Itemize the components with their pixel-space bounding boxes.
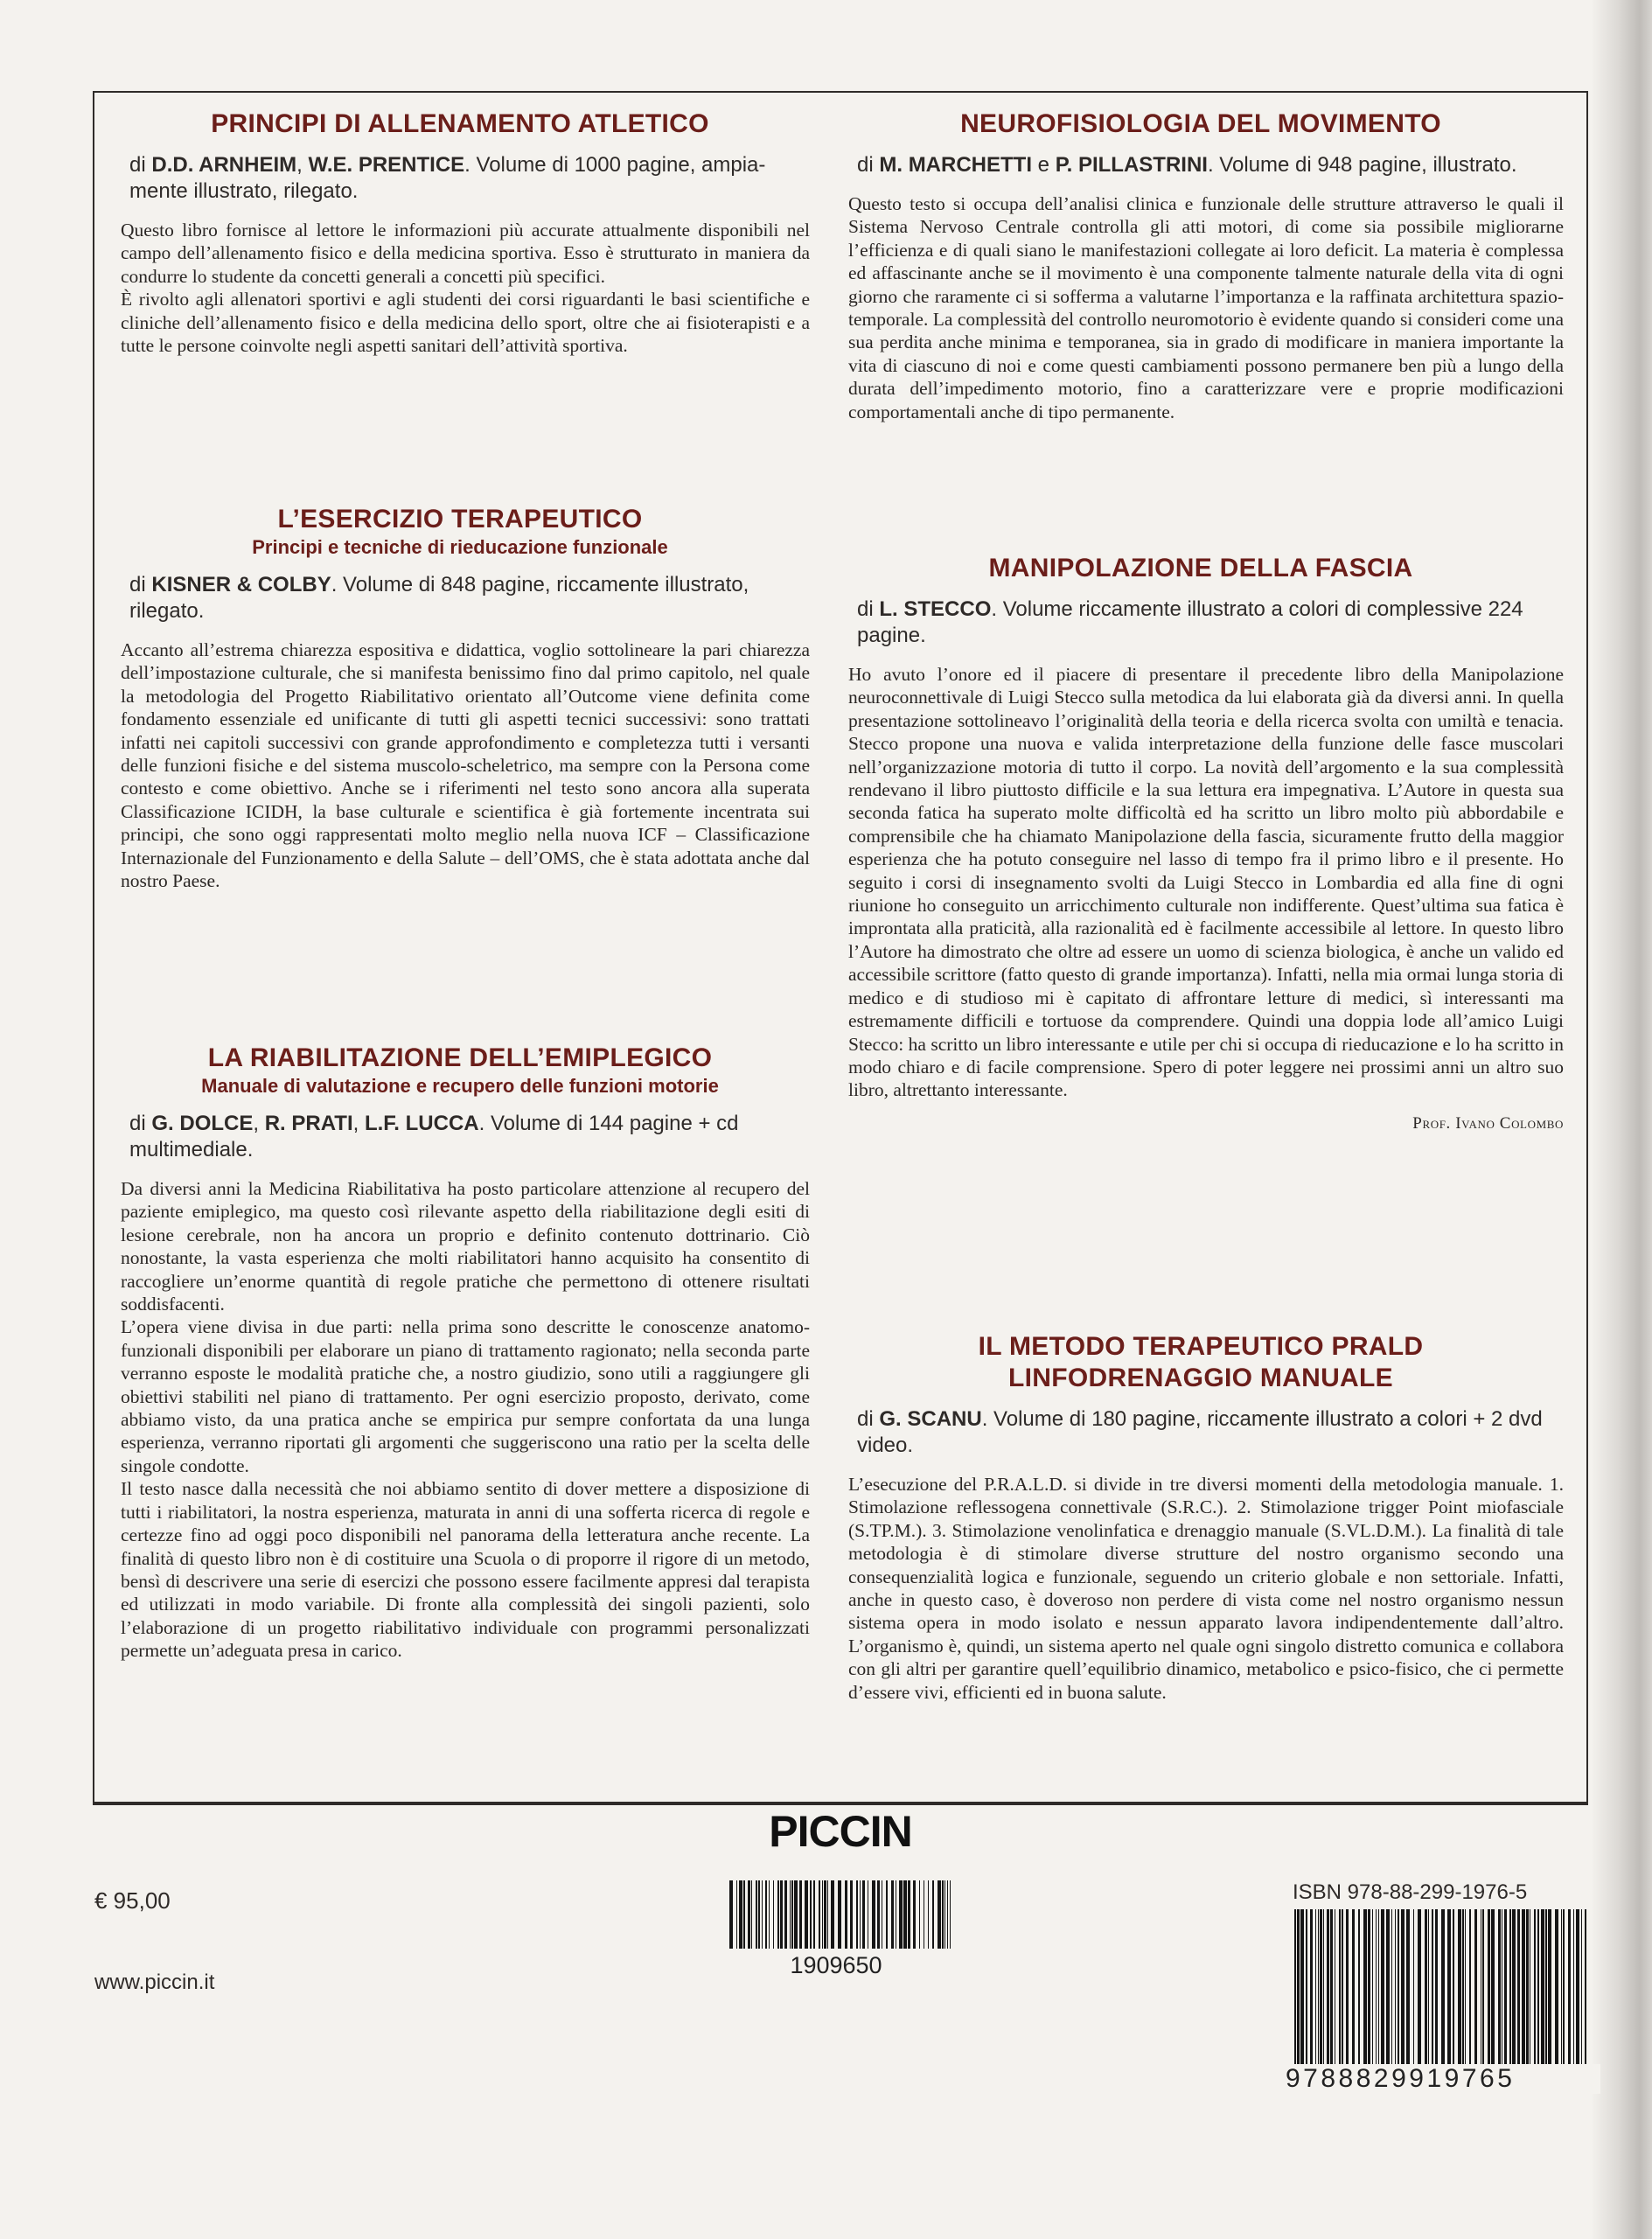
website-link[interactable]: www.piccin.it	[94, 1970, 215, 1994]
barcode-bar	[1297, 1909, 1300, 2077]
barcode-bar	[1401, 1909, 1405, 2077]
barcode-bar	[1526, 1909, 1529, 2077]
barcode-bar	[813, 1880, 815, 1949]
barcode-bar	[819, 1880, 820, 1949]
price: € 95,00	[94, 1887, 171, 1914]
barcode-bar	[1372, 1909, 1373, 2077]
book-entry-emiplegico	[110, 1043, 810, 1663]
barcode-bar	[944, 1880, 945, 1949]
barcode-bar	[1465, 1909, 1466, 2077]
barcode-bar	[1548, 1909, 1551, 2077]
barcode-bar	[1585, 1909, 1586, 2077]
author-name: L.F. LUCCA	[364, 1112, 479, 1135]
book-entry-esercizio	[110, 504, 810, 892]
author-name: KISNER & COLBY	[151, 573, 331, 596]
barcode-bar	[1378, 1909, 1379, 2077]
barcode-bar	[886, 1880, 888, 1949]
barcode-bar	[1398, 1909, 1399, 2077]
author-name: D.D. ARNHEIM	[151, 153, 297, 177]
book-authors: di D.D. ARNHEIM, W.E. PRENTICE. Volume di 1000 pagine, ampia-mente illustrato, rilegato.	[129, 153, 766, 203]
author-name: M. MARCHETTI	[879, 153, 1033, 177]
barcode-bar	[831, 1880, 834, 1949]
barcode-bar	[950, 1880, 951, 1949]
barcode-bar	[822, 1880, 823, 1949]
barcode-bar	[1346, 1909, 1349, 2077]
author-name: L. STECCO	[879, 597, 992, 621]
barcode-bar	[765, 1880, 767, 1949]
barcode-bar	[1432, 1909, 1433, 2077]
isbn-label: ISBN 978-88-299-1976-5	[1293, 1880, 1528, 1904]
barcode-bar	[1339, 1909, 1341, 2077]
barcode-internal-number: 1909650	[790, 1952, 882, 1978]
barcode-bar	[928, 1880, 929, 1949]
barcode-bar	[736, 1880, 737, 1949]
barcode-bar	[862, 1880, 865, 1949]
author-name: G. DOLCE	[151, 1112, 254, 1135]
barcode-bar	[756, 1880, 757, 1949]
barcode-bar	[1522, 1909, 1525, 2077]
barcode-bar	[1318, 1909, 1319, 2077]
book-entry-prald	[838, 1331, 1564, 1704]
barcode-bar	[777, 1880, 779, 1949]
barcode-bar	[845, 1880, 847, 1949]
barcode-bar	[850, 1880, 853, 1949]
barcode-isbn	[1293, 1909, 1590, 2077]
barcode-bar	[784, 1880, 787, 1949]
book-title: NEUROFISIOLOGIA DEL MOVIMENTO	[960, 109, 1441, 138]
barcode-internal	[728, 1880, 955, 1949]
barcode-bar	[903, 1880, 907, 1949]
book-title: L’ESERCIZIO TERAPEUTICO	[277, 505, 643, 534]
barcode-bar	[1441, 1909, 1445, 2077]
barcode-bar	[1435, 1909, 1438, 2077]
book-entry-fascia	[838, 553, 1564, 1133]
barcode-bar	[838, 1880, 841, 1949]
barcode-bar	[1573, 1909, 1574, 2077]
barcode-bar	[1512, 1909, 1516, 2077]
barcode-bar	[1330, 1909, 1333, 2077]
barcode-bar	[872, 1880, 875, 1949]
barcode-bar	[1482, 1909, 1484, 2077]
barcode-bar	[1315, 1909, 1316, 2077]
author-name: P. PILLASTRINI	[1055, 153, 1208, 177]
barcode-bar	[799, 1880, 802, 1949]
barcode-bar	[1327, 1909, 1329, 2077]
barcode-bar	[1488, 1909, 1490, 2077]
barcode-bar	[780, 1880, 783, 1949]
barcode-bar	[1568, 1909, 1571, 2077]
book-description: Ho avuto l’onore ed il piacere di presentare il precedente libro della Manipolazione neuroconnettivale di Luigi Stecco sulla metodica da lui elaborata già da diversi anni. In quella presentazione sottolineavo l’originalità della teoria e della ricerca svolta con umiltà e tenacia. Stecco propone una nuova e valida interpretazione della funzione delle fasce muscolari nell’organizzazione motoria di tutto il corpo. La novità dell’argomento e la sua complessità rendevano il libro piuttosto difficile e la sua lettura era impegnativa. L’Autore in questa sua seconda fatica ha superato molte difficoltà ed ha scritto un libro molto più abbordabile e comprensibile che ha chiamato Manipolazione della fascia, sicuramente frutto della maggior esperienza che ha potuto conseguire nel lasso di tempo fra il primo libro e il presente. Ho seguito i corsi di insegnamento svolti da Luigi Stecco in Lombardia ed alla fine di ogni riunione ho conseguito un arricchimento culturale non indifferente. Quest’ultima sua fatica è improntata alla praticità, alla razionalità ed è facilmente accessibile al lettore. In questo libro l’Autore ha dimostrato che oltre ad essere un uomo di scienza biologica, è anche un valido ed accessibile scrittore (fatto questo di grande importanza). Infatti, nella mia ormai lunga storia di medico e di studioso mi è capitato di affrontare letture di medici, sì interessanti ma estremamente difficili e tortuose da comprendere. Quindi una doppia lode all’amico Luigi Stecco: ha scritto un libro interessante e utile per chi si occupa di rieducazione e lo ha scritto in modo chiaro e di facile comprensione. Spero di poter leggere nei prossimi anni un altro suo libro, altrettanto interessante.	[848, 664, 1564, 1101]
barcode-bar	[1406, 1909, 1410, 2077]
barcode-bar	[762, 1880, 763, 1949]
barcode-bar	[1352, 1909, 1355, 2077]
barcode-bar	[791, 1880, 793, 1949]
barcode-bar	[899, 1880, 903, 1949]
barcode-bar	[1462, 1909, 1464, 2077]
book-description: Questo libro fornisce al lettore le informazioni più accurate attualmente disponibili nel campo dell’allenamento fisico e della medicina sportiva. Esso è strutturato in maniera da condurre lo studente da concetti generali a concetti più specifici. È rivolto agli allenatori sportivi e agli studenti dei corsi riguardanti le basi scientifiche e cliniche dell’allenamento fisico e della medicina dello sport, oltre che ai fisioterapisti e a tutte le persone coinvolte negli aspetti sanitari dell’attività sportiva.	[121, 220, 810, 357]
barcode-bar	[1541, 1909, 1544, 2077]
publisher-logo: PICCIN	[769, 1807, 912, 1856]
barcode-bar	[743, 1880, 745, 1949]
barcode-bar	[1504, 1909, 1507, 2077]
barcode-bar	[805, 1880, 808, 1949]
barcode-bar	[938, 1880, 941, 1949]
barcode-bar	[1418, 1909, 1421, 2077]
barcode-bar	[1376, 1909, 1377, 2077]
barcode-bar	[1447, 1909, 1451, 2077]
book-description: Questo testo si occupa dell’analisi clinica e funzionale delle strutture attraverso le quali il Sistema Nervoso Centrale controlla gli atti motori, di come sia possibile migliorarne l’efficienza e di quali siano le manifestazioni collegate ai loro deficit. La materia è complessa ed affascinante anche se il movimento è una componente talmente naturale della vita di ogni giorno che raramente ci si sofferma a valutarne l’importanza e la raffinata architettura spazio-temporale. La complessità del controllo neuromotorio è evidente quando si consideri come una sua perdita anche minima e temporanea, sia in grado di modificare in maniera importante la vita di ciascuno di noi e come questi cambiamenti possono permanere ben più a lungo della durata dell’impedimento motorio, fino a caratterizzare vere e proprie modificazioni comportamentali anche di tipo permanente.	[848, 193, 1564, 422]
barcode-bar	[790, 1880, 791, 1949]
book-subtitle: Manuale di valutazione e recupero delle funzioni motorie	[201, 1075, 719, 1097]
barcode-bar	[748, 1880, 750, 1949]
spine-shadow	[1591, 0, 1652, 2239]
barcode-bar	[1491, 1909, 1495, 2077]
barcode-bar	[856, 1880, 858, 1949]
barcode-bar	[1381, 1909, 1384, 2077]
barcode-bar	[932, 1880, 934, 1949]
signature: Prof. Ivano Colombo	[1412, 1113, 1564, 1133]
barcode-bar	[769, 1880, 770, 1949]
isbn-digits: 9788829919765	[1282, 2064, 1600, 2094]
barcode-bar	[877, 1880, 880, 1949]
barcode-bar	[1363, 1909, 1367, 2077]
barcode-bar	[1534, 1909, 1536, 2077]
barcode-bar	[1555, 1909, 1558, 2077]
barcode-bar	[1323, 1909, 1324, 2077]
book-description: Accanto all’estrema chiarezza espositiva e didattica, voglio sottolineare la pari chiarezza dell’impostazione culturale, che si manifesta benissimo fino dal primo capitolo, nel quale la metodologia del Progetto Riabilitativo orientato all’Outcome viene definita come fondamento essenziale ed unificante di tutti gli aspetti tecnici successivi: sono trattati infatti nei capitoli successivi con grande approfondimento e completezza tutti i versanti delle funzioni fisiche e del sistema muscolo-scheletrico, ma sempre con la Persona come contesto e come obiettivo. Anche se i riferimenti nel testo sono ancora alla superata Classificazione ICIDH, la base culturale e scientifica è già fortemente incentrata sui principi, che sono oggi rappresentati molto meglio nella nuova ICF – Classificazione Internazionale del Funzionamento e della Salute – dell’OMS, che è stata adottata anche dal nostro Paese.	[121, 639, 810, 892]
barcode-bar	[942, 1880, 944, 1949]
book-title: LA RIABILITAZIONE DELL’EMIPLEGICO	[207, 1043, 713, 1072]
barcode-bar	[1428, 1909, 1429, 2077]
barcode-bar	[739, 1880, 742, 1949]
book-description: Da diversi anni la Medicina Riabilitativa ha posto particolare attenzione al recupero del paziente emiplegico, ma questo così rilevante aspetto della riabilitazione degli esiti di lesione cerebrale, non ha ancora un proprio e definito contenuto dottrinario. Ciò nonostante, la vasta esperienza che molti riabilitatori hanno acquisito ha consentito di raccogliere un’enorme quantità di regole pratiche che permettono di ottenere risultati soddisfacenti. L’opera viene divisa in due parti: nella prima sono descritte le conoscenze anatomo-funzionali disponibili per elaborare un piano di trattamento ragionato; nella seconda parte verranno esposte le modalità pratiche che, a nostro giudizio, sono utili a raggiungere gli obiettivi stabiliti nel piano di trattamento. Per ogni esercizio proposto, derivato, come abbiamo visto, da una pratica anche se empirica pur sempre confortata da una lunga esperienza, verranno riportati gli argomenti che suggeriscono una ratio per la scelta delle singole condotte. Il testo nasce dalla necessità che noi abbiamo sentito di dover mettere a disposizione di tutti i riabilitatori, la nostra esperienza, maturata in anni di una sofferta ricerca di regole e certezze fino ad oggi poco disponibili nel panorama della letteratura anche recente. La finalità di questo libro non è di costituire una Scuola o di proporre il rigore di un metodo, bensì di descrivere una serie di esercizi che possono essere facilmente appresi dal terapista ed utilizzati in modo variabile. Di fronte alla complessità dei singoli pazienti, solo l’elaborazione di un progetto riabilitativo individuale con programmi personalizzati permette un’adeguata presa in carico.	[121, 1178, 810, 1662]
barcode-bar	[1395, 1909, 1396, 2077]
barcode-bar	[1498, 1909, 1501, 2077]
barcode-bar	[1310, 1909, 1313, 2077]
barcode-bar	[1537, 1909, 1539, 2077]
book-authors: di G. SCANU. Volume di 180 pagine, riccamente illustrato a colori + 2 dvd video.	[857, 1407, 1543, 1457]
barcode-bar	[1581, 1909, 1582, 2077]
barcode-bar	[1576, 1909, 1579, 2077]
barcode-bar	[1425, 1909, 1427, 2077]
barcode-bar	[1300, 1909, 1304, 2077]
book-title: PRINCIPI DI ALLENAMENTO ATLETICO	[211, 109, 709, 138]
barcode-bar	[751, 1880, 752, 1949]
barcode-bar	[729, 1880, 733, 1949]
barcode-bar	[794, 1880, 798, 1949]
barcode-bar	[1391, 1909, 1392, 2077]
barcode-bar	[947, 1880, 948, 1949]
barcode-bar	[810, 1880, 812, 1949]
barcode-bar	[1453, 1909, 1454, 2077]
barcode-bar	[913, 1880, 916, 1949]
barcode-bar	[1458, 1909, 1461, 2077]
barcode-bar	[919, 1880, 920, 1949]
book-title-line2: LINFODRENAGGIO MANUALE	[1008, 1364, 1393, 1392]
barcode-bar	[824, 1880, 826, 1949]
book-title: MANIPOLAZIONE DELLA FASCIA	[988, 554, 1413, 582]
barcode-bar	[1358, 1909, 1360, 2077]
book-authors: di KISNER & COLBY. Volume di 848 pagine, riccamente illustrato, rilegato.	[129, 573, 749, 623]
barcode-bar	[1320, 1909, 1322, 2077]
barcode-bar	[1368, 1909, 1370, 2077]
book-authors: di L. STECCO. Volume riccamente illustrato a colori di complessive 224 pagine.	[857, 597, 1523, 647]
book-authors: di M. MARCHETTI e P. PILLASTRINI. Volume di 948 pagine, illustrato.	[857, 153, 1517, 177]
book-description: L’esecuzione del P.R.A.L.D. si divide in tre diversi momenti della metodologia manuale. 1. Stimolazione reflessogena connettivale (S.R.C.). 2. Stimolazione trigger Point miofasciale (S.TP.M.). 3. Stimolazione venolinfatica e drenaggio manuale (S.VL.D.M.). La finalità di tale metodologia è di stimolare diverse strutture del nostro organismo secondo una consequenzialità logica e funzionale, seguendo un criterio globale e non settoriale. Infatti, anche in questo caso, è doveroso non perdere di vista come nel nostro organismo nessun sistema opera in modo isolato e nessun apparato lavora indipendentemente dall’altro. L’organismo è, quindi, un sistema aperto nel quale ogni singolo distretto comunica e collabora con gli altri per garantire quell’equilibrio dinamico, metabolico e psico-fisico, che ci permette d’essere vivi, efficienti ed in buona salute.	[848, 1474, 1564, 1703]
barcode-bar	[1294, 1909, 1296, 2077]
book-title: IL METODO TERAPEUTICO PRALD	[978, 1332, 1424, 1361]
barcode-bar	[1517, 1909, 1520, 2077]
barcode-bar	[758, 1880, 760, 1949]
barcode-bar	[1545, 1909, 1547, 2077]
barcode-bar	[1469, 1909, 1471, 2077]
book-subtitle: Principi e tecniche di rieducazione funzionale	[252, 536, 668, 558]
barcode-bar	[908, 1880, 910, 1949]
barcode-bar	[1342, 1909, 1343, 2077]
book-authors: di G. DOLCE, R. PRATI, L.F. LUCCA. Volume di 144 pagine + cd multimediale.	[129, 1112, 739, 1161]
barcode-bar	[773, 1880, 774, 1949]
author-name: W.E. PRENTICE	[308, 153, 465, 177]
barcode-bar	[1561, 1909, 1562, 2077]
barcode-bar	[827, 1880, 828, 1949]
author-name: G. SCANU	[879, 1407, 982, 1431]
barcode-bar	[1413, 1909, 1414, 2077]
author-name: R. PRATI	[264, 1112, 353, 1135]
book-entry-allenamento	[110, 101, 810, 357]
barcode-bar	[1509, 1909, 1511, 2077]
barcode-bar	[860, 1880, 861, 1949]
barcode-bar	[891, 1880, 894, 1949]
barcode-bar	[1563, 1909, 1565, 2077]
barcode-bar	[1306, 1909, 1307, 2077]
barcode-bar	[1386, 1909, 1390, 2077]
barcode-bar	[1474, 1909, 1477, 2077]
book-entry-neurofisiologia	[838, 101, 1564, 423]
